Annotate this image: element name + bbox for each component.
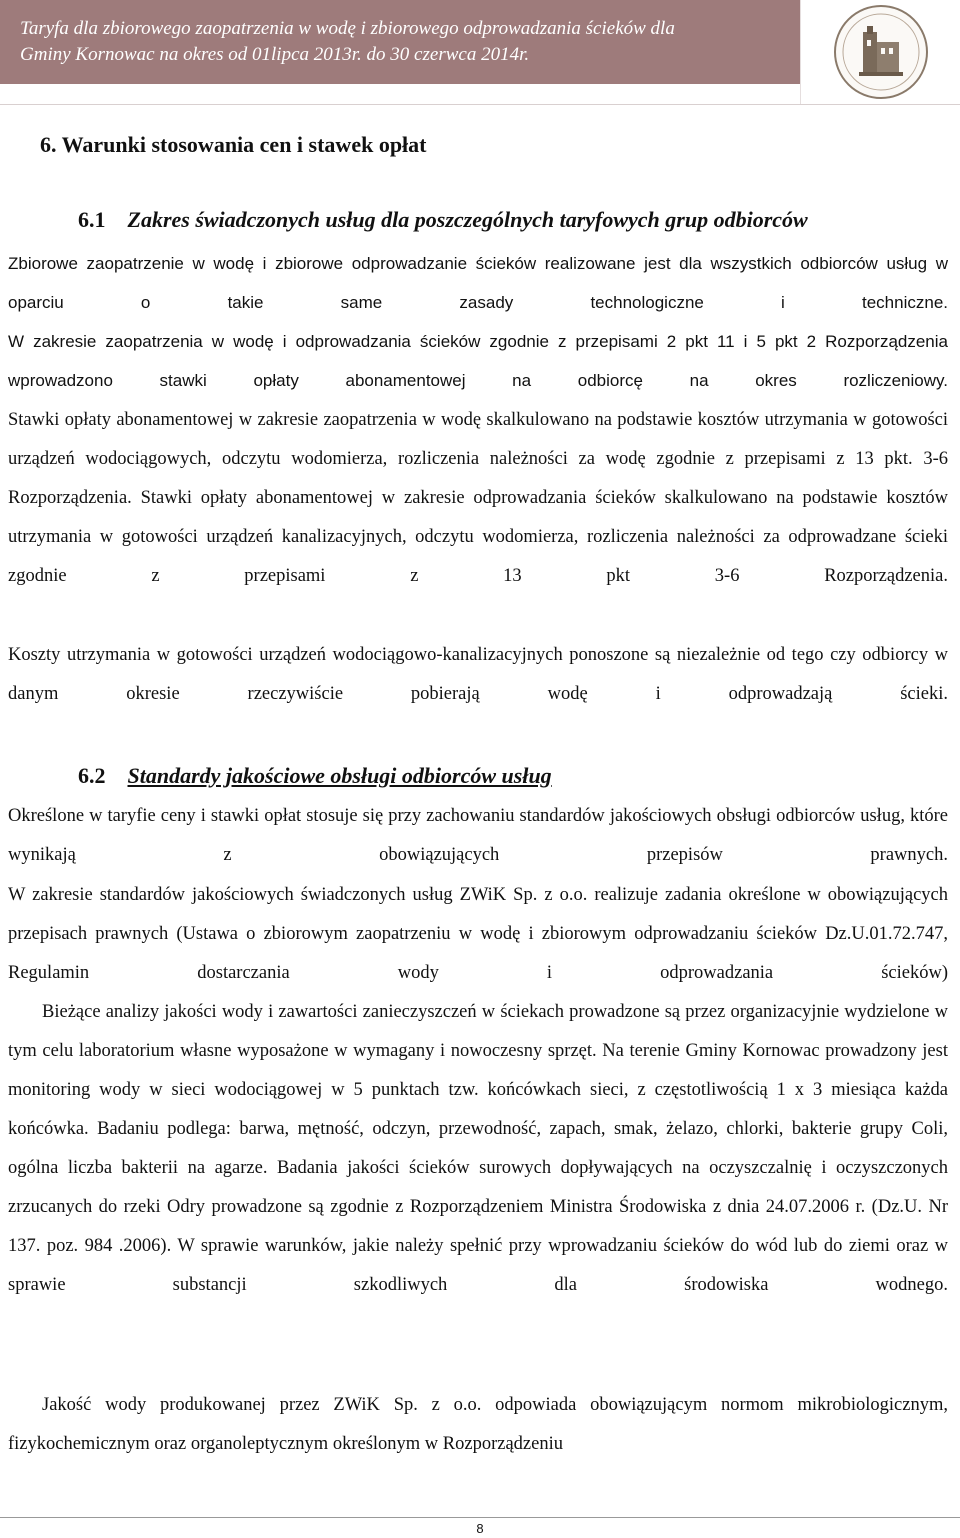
logo-seal-icon xyxy=(811,2,951,102)
subsection-2-heading xyxy=(78,763,552,789)
page-header xyxy=(0,0,960,105)
subsection-1-heading xyxy=(78,207,808,233)
paragraph-2-2: W zakresie standardów jakościowych świadczonych usług ZWiK Sp. z o.o. realizuje zadania określone w obowiązujących przepisach prawnych (Ustawa o zbiorowym zaopatrzeniu w wodę i zbiorowym odprowadzaniu ścieków Dz.U.01.72.747, Regulamin dostarczania wody i odprowadzania ścieków) xyxy=(8,885,948,983)
paragraph-1-1: Zbiorowe zaopatrzenie w wodę i zbiorowe odprowadzanie ścieków realizowane jest dla wszystkich odbiorców usług w oparciu o takie same zasady technologiczne i techniczne. xyxy=(8,254,948,312)
paragraph-2-1: Określone w taryfie ceny i stawki opłat stosuje się przy zachowaniu standardów jakościowych obsługi odbiorców usług, które wynikają z obowiązujących przepisów prawnych. xyxy=(8,806,948,865)
section-number: 6. xyxy=(40,132,57,157)
footer-divider xyxy=(0,1517,960,1518)
section-title: Warunki stosowania cen i stawek opłat xyxy=(61,132,427,157)
subsection-2-number: 6.2 xyxy=(78,763,106,788)
paragraph-2-3: Bieżące analizy jakości wody i zawartości zanieczyszczeń w ściekach prowadzone są przez organizacyjnie wydzielone w tym celu laboratorium własne wyposażone w wymagany i nowoczesny sprzęt. Na terenie Gminy Kornowac prowadzony jest monitoring wody w sieci wodociągowej w 5 punktach tzw. końcówkach sieci, z częstotliwością 1 x 3 miesiąca każda końcówka. Badaniu podlega: barwa, mętność, odczyn, przewodność, zapach, smak, żelazo, chlorki, bakterie grupy Coli, ogólna liczba bakterii na agarze. Badania jakości ścieków surowych dopływających na oczyszczalnię i oczyszczonych zrzucanych do rzeki Odry prowadzone są zgodnie z Rozporządzeniem Ministra Środowiska z dnia 24.07.2006 r. (Dz.U. Nr 137. poz. 984 .2006). W sprawie warunków, jakie należy spełnić przy wprowadzaniu ścieków do wód lub do ziemi oraz w sprawie substancji szkodliwych dla środowiska wodnego. xyxy=(8,1002,948,1295)
header-line-2: Gminy Kornowac na okres od 01lipca 2013r. do 30 czerwca 2014r. xyxy=(20,44,530,65)
subsection-2-title: Standardy jakościowe obsługi odbiorców usług xyxy=(127,763,552,788)
paragraph-1-3: Stawki opłaty abonamentowej w zakresie zaopatrzenia w wodę skalkulowano na podstawie kosztów utrzymania w gotowości urządzeń wodociągowych, odczytu wodomierza, rozliczenia należności za wodę zgodnie z przepisami z 13 pkt. 3-6 Rozporządzenia. Stawki opłaty abonamentowej w zakresie odprowadzania ścieków skalkulowano na podstawie kosztów utrzymania w gotowości urządzeń kanalizacyjnych, odczytu wodomierza, rozliczenia należności za odprowadzane ścieki zgodnie z przepisami z 13 pkt 3-6 Rozporządzenia. xyxy=(8,410,948,586)
paragraph-1-4: Koszty utrzymania w gotowości urządzeń wodociągowo-kanalizacyjnych ponoszone są niezależnie od tego czy odbiorcy w danym okresie rzeczywiście pobierają wodę i odprowadzają ścieki. xyxy=(8,645,948,704)
company-logo xyxy=(800,0,960,104)
page-number: 8 xyxy=(476,1521,484,1536)
subsection-1-title: Zakres świadczonych usług dla poszczególnych taryfowych grup odbiorców xyxy=(127,207,808,232)
section-heading xyxy=(40,132,427,158)
header-divider xyxy=(0,104,960,105)
paragraph-2-4: Jakość wody produkowanej przez ZWiK Sp. z o.o. odpowiada obowiązującym normom mikrobiologicznym, fizykochemicznym oraz organoleptycznym określonym w Rozporządzeniu xyxy=(8,1395,948,1454)
subsection-1-number: 6.1 xyxy=(78,207,106,232)
paragraph-1-2: W zakresie zaopatrzenia w wodę i odprowadzania ścieków zgodnie z przepisami 2 pkt 11 i 5 pkt 2 Rozporządzenia wprowadzono stawki opłaty abonamentowej na odbiorcę na okres rozliczeniowy. xyxy=(8,332,948,390)
header-title xyxy=(20,16,780,68)
header-line-1: Taryfa dla zbiorowego zaopatrzenia w wodę i zbiorowego odprowadzania ścieków dla xyxy=(20,18,675,39)
